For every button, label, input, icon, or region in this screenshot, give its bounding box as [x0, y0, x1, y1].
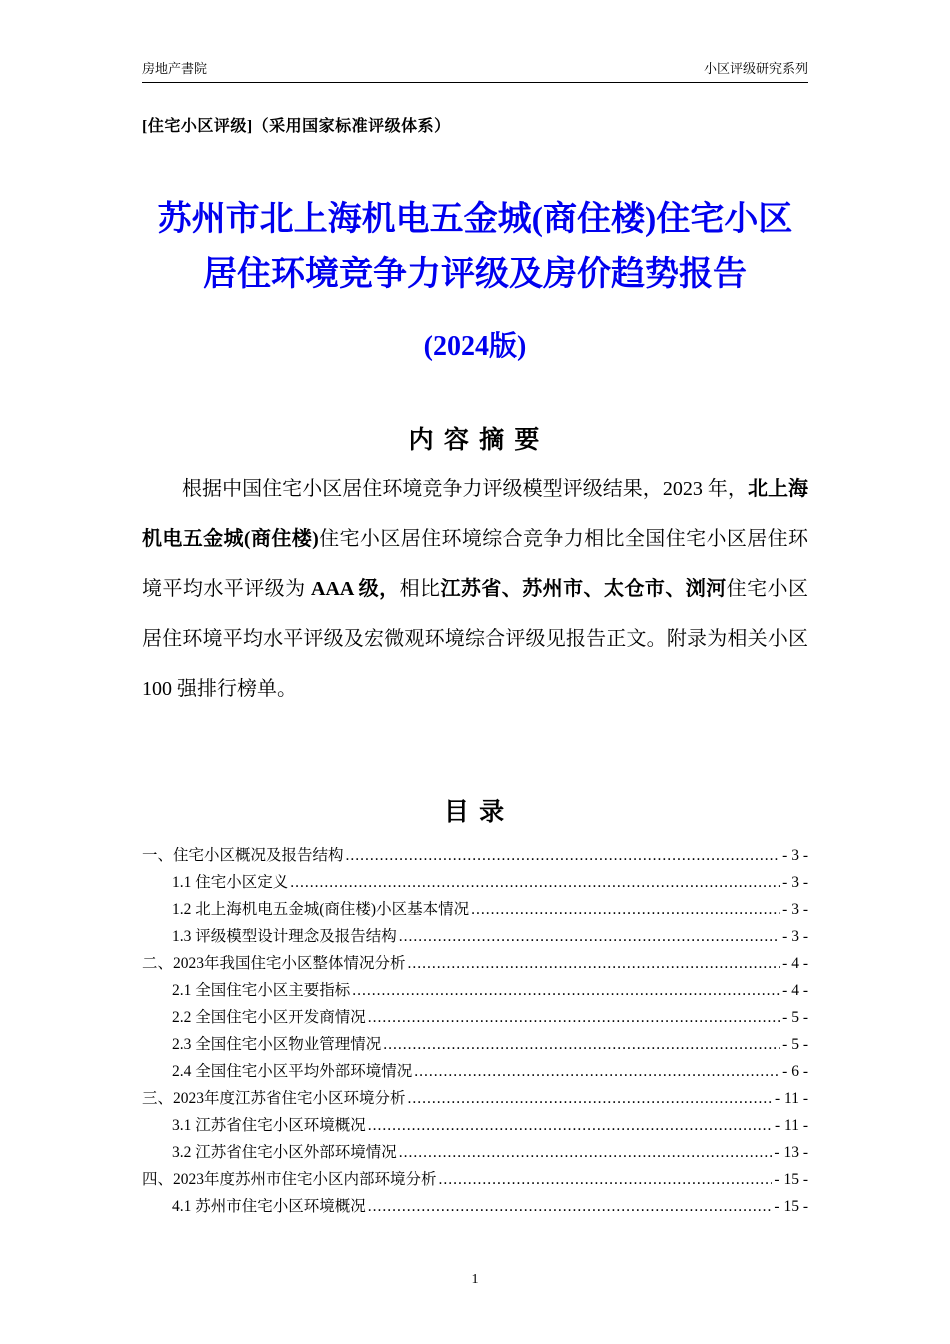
- toc-leader-dots: [408, 950, 781, 977]
- toc-item-page: - 4 -: [782, 982, 808, 1000]
- report-title-line2: 居住环境竞争力评级及房价趋势报告: [203, 256, 747, 294]
- title-block: [142, 192, 808, 364]
- toc-leader-dots: [346, 842, 781, 869]
- toc-item-page: - 5 -: [782, 1036, 808, 1054]
- toc-leader-dots: [368, 1193, 773, 1220]
- toc-item: [142, 842, 808, 869]
- toc-item: [142, 869, 808, 896]
- toc-item-label: 3.2 江苏省住宅小区外部环境情况: [172, 1144, 397, 1162]
- toc-item-page: - 11 -: [775, 1090, 808, 1108]
- toc-item: [142, 950, 808, 977]
- toc-leader-dots: [439, 1166, 773, 1193]
- toc-item-page: - 3 -: [782, 874, 808, 892]
- summary-segment-bold: 北上海机电五金城(商住楼): [142, 478, 809, 551]
- toc-leader-dots: [383, 1031, 780, 1058]
- summary-heading: 内 容 摘 要: [408, 427, 542, 455]
- summary-segment-bold: 江苏省、苏州市、太仓市、浏河: [440, 578, 727, 601]
- report-edition: (2024版): [423, 331, 527, 363]
- toc-leader-dots: [368, 1004, 780, 1031]
- toc-item: [142, 896, 808, 923]
- toc-item: [142, 1058, 808, 1085]
- toc-item-label: 二、2023年我国住宅小区整体情况分析: [142, 955, 406, 973]
- toc-item: [142, 1004, 808, 1031]
- toc-item-label: 2.4 全国住宅小区平均外部环境情况: [172, 1063, 413, 1081]
- summary-segment: 根据中国住宅小区居住环境竞争力评级模型评级结果，2023 年，: [182, 478, 748, 501]
- summary-segment-bold: AAA 级，: [311, 578, 400, 601]
- toc-item-label: 1.3 评级模型设计理念及报告结构: [172, 928, 397, 946]
- toc-item-page: - 3 -: [782, 928, 808, 946]
- header-left-text: 房地产書院: [142, 61, 208, 76]
- toc-item: [142, 1193, 808, 1220]
- toc-item: [142, 977, 808, 1004]
- toc-item: [142, 1166, 808, 1193]
- toc-item-label: 4.1 苏州市住宅小区环境概况: [172, 1198, 366, 1216]
- toc-list: [142, 842, 808, 1220]
- toc-item: [142, 1085, 808, 1112]
- summary-segment: 住宅小区居住环境综合竞争力相比全国住宅小区居住环境平均水平评级为: [142, 528, 808, 601]
- page-number: 1: [471, 1272, 479, 1287]
- toc-item-page: - 11 -: [775, 1117, 808, 1135]
- toc-item: [142, 1031, 808, 1058]
- toc-leader-dots: [414, 1058, 780, 1085]
- toc-item-label: 2.2 全国住宅小区开发商情况: [172, 1009, 366, 1027]
- toc-item-label: 3.1 江苏省住宅小区环境概况: [172, 1117, 366, 1135]
- page-header: [142, 58, 808, 82]
- toc-item-page: - 6 -: [782, 1063, 808, 1081]
- header-right-text: 小区评级研究系列: [703, 61, 808, 76]
- toc-item: [142, 1112, 808, 1139]
- toc-item: [142, 923, 808, 950]
- toc-item-label: 三、2023年度江苏省住宅小区环境分析: [142, 1090, 406, 1108]
- toc-item-page: - 15 -: [774, 1171, 808, 1189]
- summary-paragraph: [142, 464, 808, 714]
- toc-item-page: - 13 -: [774, 1144, 808, 1162]
- header-divider: [142, 82, 808, 83]
- toc-item-page: - 5 -: [782, 1009, 808, 1027]
- toc-item-label: 一、住宅小区概况及报告结构: [142, 847, 344, 865]
- summary-segment: 住宅小区居住环境平均水平评级及宏微观环境综合评级见报告正文。附录为相关小区 100 强排行榜单。: [142, 578, 809, 701]
- toc-item-label: 1.2 北上海机电五金城(商住楼)小区基本情况: [172, 901, 470, 919]
- toc-item: [142, 1139, 808, 1166]
- report-type-line: [住宅小区评级]（采用国家标准评级体系）: [142, 118, 451, 135]
- toc-leader-dots: [399, 923, 780, 950]
- toc-item-page: - 4 -: [782, 955, 808, 973]
- report-title-line1: 苏州市北上海机电五金城(商住楼)住宅小区: [157, 201, 793, 238]
- toc-item-label: 2.3 全国住宅小区物业管理情况: [172, 1036, 382, 1054]
- toc-item-label: 2.1 全国住宅小区主要指标: [172, 982, 351, 1000]
- toc-leader-dots: [352, 977, 780, 1004]
- toc-item-label: 四、2023年度苏州市住宅小区内部环境分析: [142, 1171, 437, 1189]
- toc-item-page: - 15 -: [774, 1198, 808, 1216]
- toc-leader-dots: [471, 896, 780, 923]
- toc-item-label: 1.1 住宅小区定义: [172, 874, 289, 892]
- toc-leader-dots: [408, 1085, 773, 1112]
- toc-item-page: - 3 -: [782, 847, 808, 865]
- toc-leader-dots: [290, 869, 780, 896]
- toc-leader-dots: [399, 1139, 773, 1166]
- toc-leader-dots: [368, 1112, 773, 1139]
- toc-item-page: - 3 -: [782, 901, 808, 919]
- summary-segment: 相比: [399, 578, 441, 601]
- toc-heading: 目 录: [443, 799, 507, 827]
